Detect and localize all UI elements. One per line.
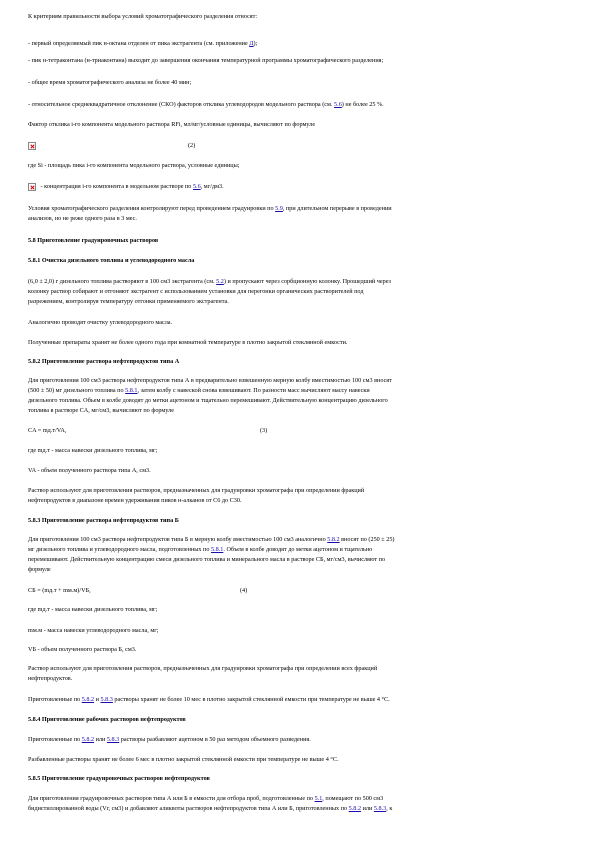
link-5-8-2[interactable]: 5.8.2 (81, 736, 95, 743)
link-5-8-2[interactable]: 5.8.2 (327, 536, 340, 543)
text: VБ - объем полученного раствора Б, см3. (28, 646, 137, 653)
paragraph (28, 38, 568, 49)
paragraph (28, 160, 568, 171)
text: ); (253, 40, 258, 47)
link-5-8-1[interactable]: 5.8.1 (125, 387, 138, 394)
paragraph (28, 181, 568, 192)
equation-number: (2) (188, 142, 196, 149)
text: . Объем в колбе доводят до метки ацетоном и тщательно (223, 546, 373, 553)
formula-line (28, 140, 568, 151)
text: - первый определяемый пик н-октана отделен от пика экстрагента (см. приложение (28, 40, 250, 47)
broken-image-icon (28, 142, 36, 150)
section-heading (28, 714, 568, 725)
paragraph (28, 803, 568, 814)
section-heading (28, 255, 568, 266)
paragraph (28, 734, 568, 745)
link-5-8-2[interactable]: 5.8.2 (348, 805, 362, 812)
section-heading (28, 515, 568, 526)
text: нефтепродуктов в диапазоне времен удерживания пиков н-алканов от C6 до C30. (28, 497, 242, 504)
paragraph (28, 754, 568, 765)
paragraph (28, 564, 568, 575)
text: 5.8.3 Приготовление раствора нефтепродуктов типа Б (28, 517, 179, 524)
text: топлива в растворе CA, мг/см3, вычисляют по формуле (28, 407, 174, 414)
text: 5.8.4 Приготовление рабочих растворов нефтепродуктов (28, 716, 186, 723)
equation-number: (3) (260, 427, 268, 434)
text: Полученные препараты хранят не более одного года при комнатной температуре в плотно закрытой стеклянной емкости. (28, 339, 348, 346)
link-5-2[interactable]: 5.2 (216, 278, 224, 285)
text: Приготовленные по (28, 696, 82, 703)
text: Приготовленные по (28, 736, 82, 743)
text: где mд.т - масса навески дизельного топлива, мг; (28, 606, 158, 613)
formula: CБ = (mд.т + mм.м)/VБ, (28, 587, 91, 594)
section-heading (28, 773, 568, 784)
text: mм.м - масса навески углеводородного масла, мг; (28, 627, 159, 634)
paragraph (28, 11, 568, 22)
text: 5.8.5 Приготовление градуировочных растворов нефтепродуктов (28, 775, 210, 782)
paragraph (28, 405, 568, 416)
text: ) не более 25 %. (341, 101, 384, 108)
formula-line (28, 585, 568, 596)
text: перемешивают. Действительную концентрацию смеси дизельного топлива и минерального масла в растворе CБ, мг/см3, вычисляют по (28, 556, 386, 563)
text: Для приготовления 100 см3 раствора нефтепродуктов типа А в предварительно взвешенную мерную колбу вместимостью 100 см3 вносят (28, 377, 392, 384)
paragraph (28, 644, 568, 655)
text: мг дизельного топлива и углеводородного масла, подготовленных по (28, 546, 212, 553)
link-5-6[interactable]: 5.6 (334, 101, 342, 108)
link-5-8-3[interactable]: 5.8.3 (373, 805, 387, 812)
paragraph (28, 673, 568, 684)
paragraph (28, 625, 568, 636)
text: , к (386, 805, 393, 812)
text: VA - объем полученного раствора типа А, см3. (28, 467, 151, 474)
text: 5.8 Приготовление градуировочных растворов (28, 237, 159, 244)
text: Для приготовления 100 см3 раствора нефтепродуктов типа Б в мерную колбу вместимостью 100 см3 аналогично (28, 536, 328, 543)
paragraph (28, 445, 568, 456)
text: Раствор используют для приготовления растворов, предназначенных для градуировки хроматографа при определении фракций (28, 487, 365, 494)
text: (6,0 ± 2,0) г дизельного топлива растворяют в 100 см3 экстрагента (см. (28, 278, 217, 285)
text: где Si - площадь пика i-го компонента модельного раствора, условные единицы; (28, 162, 240, 169)
paragraph (28, 213, 568, 224)
link-5-8-1[interactable]: 5.8.1 (211, 546, 224, 553)
link-5-8-2[interactable]: 5.8.2 (81, 696, 95, 703)
formula: CA = mд.т/VA, (28, 427, 67, 434)
text: - относительное среднеквадратичное отклонение (СКО) факторов отклика углеводородов модельного раствора (см. (28, 101, 335, 108)
text: растворы разбавляют ацетоном в 50 раз методом объемного разведения. (119, 736, 311, 743)
text: К критериям правильности выбора условий хроматографического разделения относят: (28, 13, 258, 20)
text: вносят по (250 ± 25) (339, 536, 395, 543)
equation-number: (4) (240, 587, 248, 594)
text: , затем колбу с навеской снова взвешивают. По разности масс вычисляют массу навески (137, 387, 370, 394)
text: 5.8.1 Очистка дизельного топлива и углеводородного масла (28, 257, 195, 264)
text: Разбавленные растворы хранят не более 6 мес в плотно закрытой стеклянной емкости при температуре не выше 4 °С. (28, 756, 339, 763)
text: Раствор используют для приготовления растворов, предназначенных для градуировки хроматографа при определении всех фракций (28, 665, 378, 672)
text: - общее время хроматографического анализа не более 40 мин; (28, 79, 192, 86)
paragraph (28, 99, 568, 110)
text: Аналогично проводят очистку углеводородного масла. (28, 319, 173, 326)
text: 5.8.2 Приготовление раствора нефтепродуктов типа А (28, 358, 180, 365)
formula-line (28, 425, 568, 436)
text: , при длительном перерыве в проведении (282, 205, 392, 212)
text: (500 ± 50) мг дизельного топлива по (28, 387, 126, 394)
text: или (361, 805, 374, 812)
link-5-9[interactable]: 5.9 (275, 205, 283, 212)
text: - пик н-тетраконтана (н-триаконтана) выходит до завершения окончания температурной программы хроматографического разделения; (28, 57, 384, 64)
text: разрежением, контролируя температуру отгонки применяемого экстрагента. (28, 298, 229, 305)
paragraph (28, 337, 568, 348)
paragraph (28, 55, 568, 66)
link-5-1[interactable]: 5.1 (314, 795, 323, 802)
section-heading (28, 356, 568, 367)
text: формуле (28, 566, 51, 573)
text: или (94, 736, 107, 743)
paragraph (28, 604, 568, 615)
link-appendix-d[interactable]: Д (249, 40, 254, 47)
text: где mд.т - масса навески дизельного топлива, мг; (28, 447, 158, 454)
paragraph (28, 694, 568, 705)
text: Условия хроматографического разделения контролируют перед проведением градуировки по (28, 205, 276, 212)
link-5-6[interactable]: 5.6 (192, 183, 201, 190)
section-heading (28, 235, 568, 246)
paragraph (28, 77, 568, 88)
text: Фактор отклика i-го компонента модельного раствора RFi, мл/мг/условные единицы, вычисляют по формуле (28, 121, 316, 128)
paragraph (28, 465, 568, 476)
text: , мг/дм3. (200, 183, 224, 190)
text: , помещают по 500 см3 (322, 795, 384, 802)
text: дизельного топлива. Объем в колбе доводят до метки ацетоном и тщательно перемешивают. Действительную концентрацию дизельного (28, 397, 388, 404)
link-5-8-3[interactable]: 5.8.3 (106, 736, 120, 743)
text: растворы хранят не более 10 мес в плотно закрытой стеклянной емкости при температуре не выше 4 °С. (112, 696, 390, 703)
text: ) и пропускают через сорбционную колонку. Прошедший через (223, 278, 391, 285)
text: бидистиллированной воды (Vг, см3) и добавляют аликвоты растворов нефтепродуктов типа А или Б, приготовленных по (28, 805, 349, 812)
paragraph (28, 119, 568, 130)
broken-image-icon (28, 183, 36, 191)
text: и (94, 696, 101, 703)
text: Для приготовления градуировочных растворов типа А или Б в емкости для отбора проб, подготовленные по (28, 795, 315, 802)
text: нефтепродуктов. (28, 675, 73, 682)
paragraph (28, 296, 568, 307)
paragraph (28, 495, 568, 506)
paragraph (28, 317, 568, 328)
text: колонку раствор собирают и отгоняют экстрагент с использованием установки для перегонки органических растворителей под (28, 288, 364, 295)
text: анализов, но не реже одного раза в 3 мес. (28, 215, 137, 222)
link-5-8-3[interactable]: 5.8.3 (100, 696, 113, 703)
text: - концентрация i-го компонента в модельном растворе по (39, 183, 193, 190)
